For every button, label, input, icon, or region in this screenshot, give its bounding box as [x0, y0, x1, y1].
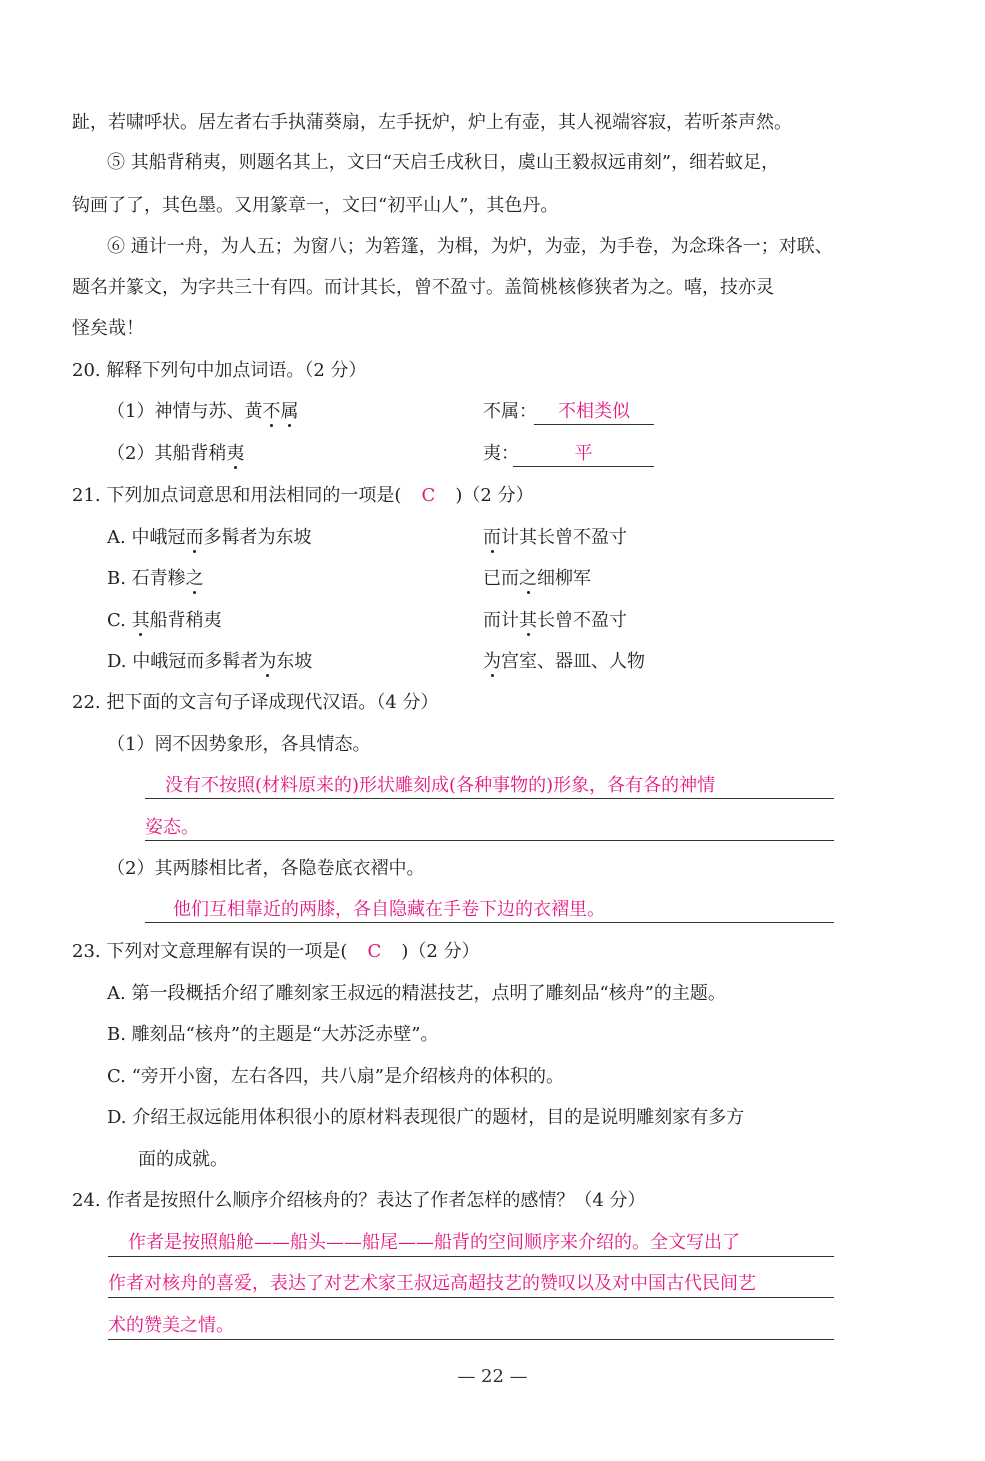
- q23-option-a: A. 第一段概括介绍了雕刻家王叔远的精湛技艺，点明了雕刻品“核舟”的主题。: [107, 983, 726, 1004]
- q22-sentence-1: （1）罔不因势象形，各具情态。: [107, 734, 371, 755]
- text: )（2 分）: [401, 941, 480, 962]
- passage-line: ⑤ 其船背稍夷，则题名其上，文曰“天启壬戌秋日，虞山王毅叔远甫刻”，细若蚊足，: [107, 152, 780, 173]
- text: B. 石青糁: [107, 568, 186, 589]
- text: 多髯者为东坡: [203, 527, 312, 548]
- q20-answer-2: 平: [574, 443, 593, 464]
- passage-line: 怪矣哉！: [72, 318, 144, 339]
- q22-answer-2: 他们互相靠近的两膝，各自隐藏在手卷下边的衣褶里。: [173, 899, 605, 920]
- text: （2）其船背稍: [107, 443, 227, 464]
- text: 东坡: [276, 651, 313, 672]
- q23-option-c: C. “旁开小窗，左右各四，共八扇”是介绍核舟的体积的。: [107, 1066, 564, 1087]
- answer-underline: [108, 1339, 834, 1340]
- q21-option-d-left: [107, 650, 312, 674]
- dotted-word: 为: [483, 651, 501, 672]
- text: A. 中峨冠: [107, 527, 186, 548]
- text: 21. 下列加点词意思和用法相同的一项是(: [72, 485, 402, 506]
- dotted-word: 而: [185, 527, 204, 548]
- dotted-word: 其: [131, 610, 150, 631]
- q21-option-d-right: [483, 650, 645, 674]
- q24-answer-line-2: 作者对核舟的喜爱，表达了对艺术家王叔远高超技艺的赞叹以及对中国古代民间艺: [108, 1273, 756, 1294]
- dotted-word: 其: [519, 610, 537, 631]
- q21-option-b-right: [483, 567, 591, 591]
- answer-underline: [108, 1297, 834, 1298]
- text: 长曾不盈寸: [537, 610, 627, 631]
- dotted-word: 不: [262, 401, 281, 422]
- text: )（2 分）: [455, 485, 534, 506]
- dotted-word: 之: [185, 568, 204, 589]
- passage-line: 趾，若啸呼状。居左者右手执蒲葵扇，左手抚炉，炉上有壶，其人视端容寂，若听茶声然。: [72, 112, 792, 133]
- q22-sentence-2: （2）其两膝相比者，各隐卷底衣褶中。: [107, 858, 425, 879]
- text: 细柳军: [537, 568, 591, 589]
- q21-option-a-right: [483, 526, 627, 550]
- q23-option-b: B. 雕刻品“核舟”的主题是“大苏泛赤壁”。: [107, 1024, 439, 1045]
- question-20-stem: 20. 解释下列句中加点词语。（2 分）: [72, 360, 367, 381]
- q24-answer-line-3: 术的赞美之情。: [108, 1315, 234, 1336]
- q20-item-1: [107, 400, 298, 424]
- text: D. 中峨冠而多髯者: [107, 651, 259, 672]
- dotted-word: 之: [519, 568, 537, 589]
- text: 船背稍夷: [149, 610, 222, 631]
- passage-line: 钩画了了，其色墨。又用篆章一，文曰“初平山人”，其色丹。: [72, 195, 559, 216]
- q23-option-d-line-2: 面的成就。: [138, 1149, 228, 1170]
- text: C.: [107, 610, 132, 631]
- dotted-word: 为: [258, 651, 277, 672]
- page-number: — 22 —: [457, 1366, 528, 1387]
- text: （1）神情与苏、黄: [107, 401, 263, 422]
- answer-underline: [108, 1256, 834, 1257]
- answer-underline: [145, 922, 834, 923]
- answer-underline: [513, 466, 654, 467]
- question-22-stem: 22. 把下面的文言句子译成现代汉语。（4 分）: [72, 692, 439, 713]
- q22-answer-1-line-1: 没有不按照(材料原来的)形状雕刻成(各种事物的)形象，各有各的神情: [165, 775, 716, 796]
- q21-option-c-right: [483, 609, 627, 633]
- dotted-word: 属: [280, 401, 299, 422]
- q20-item-2: [107, 442, 244, 466]
- q21-answer: C: [421, 485, 436, 506]
- passage-line: 题名并篆文，为字共三十有四。而计其长，曾不盈寸。盖简桃核修狭者为之。嘻，技亦灵: [72, 277, 774, 298]
- question-23-stem: [72, 940, 480, 964]
- dotted-word: 夷: [226, 443, 245, 464]
- q21-option-a-left: [107, 526, 311, 550]
- dotted-word: 而: [483, 527, 501, 548]
- q22-answer-1-line-2: 姿态。: [145, 817, 199, 838]
- text: 已而: [483, 568, 519, 589]
- answer-underline: [534, 424, 654, 425]
- q21-option-c-left: [107, 609, 222, 633]
- q21-option-b-left: [107, 567, 204, 591]
- q23-answer: C: [367, 941, 382, 962]
- answer-underline: [145, 798, 834, 799]
- answer-underline: [145, 840, 834, 841]
- text: 而计: [483, 610, 519, 631]
- q20-label-2: 夷：: [483, 443, 519, 464]
- question-24-stem: 24. 作者是按照什么顺序介绍核舟的？表达了作者怎样的感情？（4 分）: [72, 1190, 646, 1211]
- text: 23. 下列对文意理解有误的一项是(: [72, 941, 348, 962]
- text: 宫室、器皿、人物: [501, 651, 645, 672]
- question-21-stem: [72, 484, 534, 508]
- q23-option-d-line-1: D. 介绍王叔远能用体积很小的原材料表现很广的题材，目的是说明雕刻家有多方: [107, 1107, 745, 1128]
- q24-answer-line-1: 作者是按照船舱——船头——船尾——船背的空间顺序来介绍的。全文写出了: [128, 1232, 740, 1253]
- q20-label-1: 不属：: [483, 401, 537, 422]
- text: 计其长曾不盈寸: [501, 527, 627, 548]
- q20-answer-1: 不相类似: [558, 401, 630, 422]
- passage-line: ⑥ 通计一舟，为人五；为窗八；为箬篷，为楫，为炉，为壶，为手卷，为念珠各一；对联、: [107, 236, 833, 257]
